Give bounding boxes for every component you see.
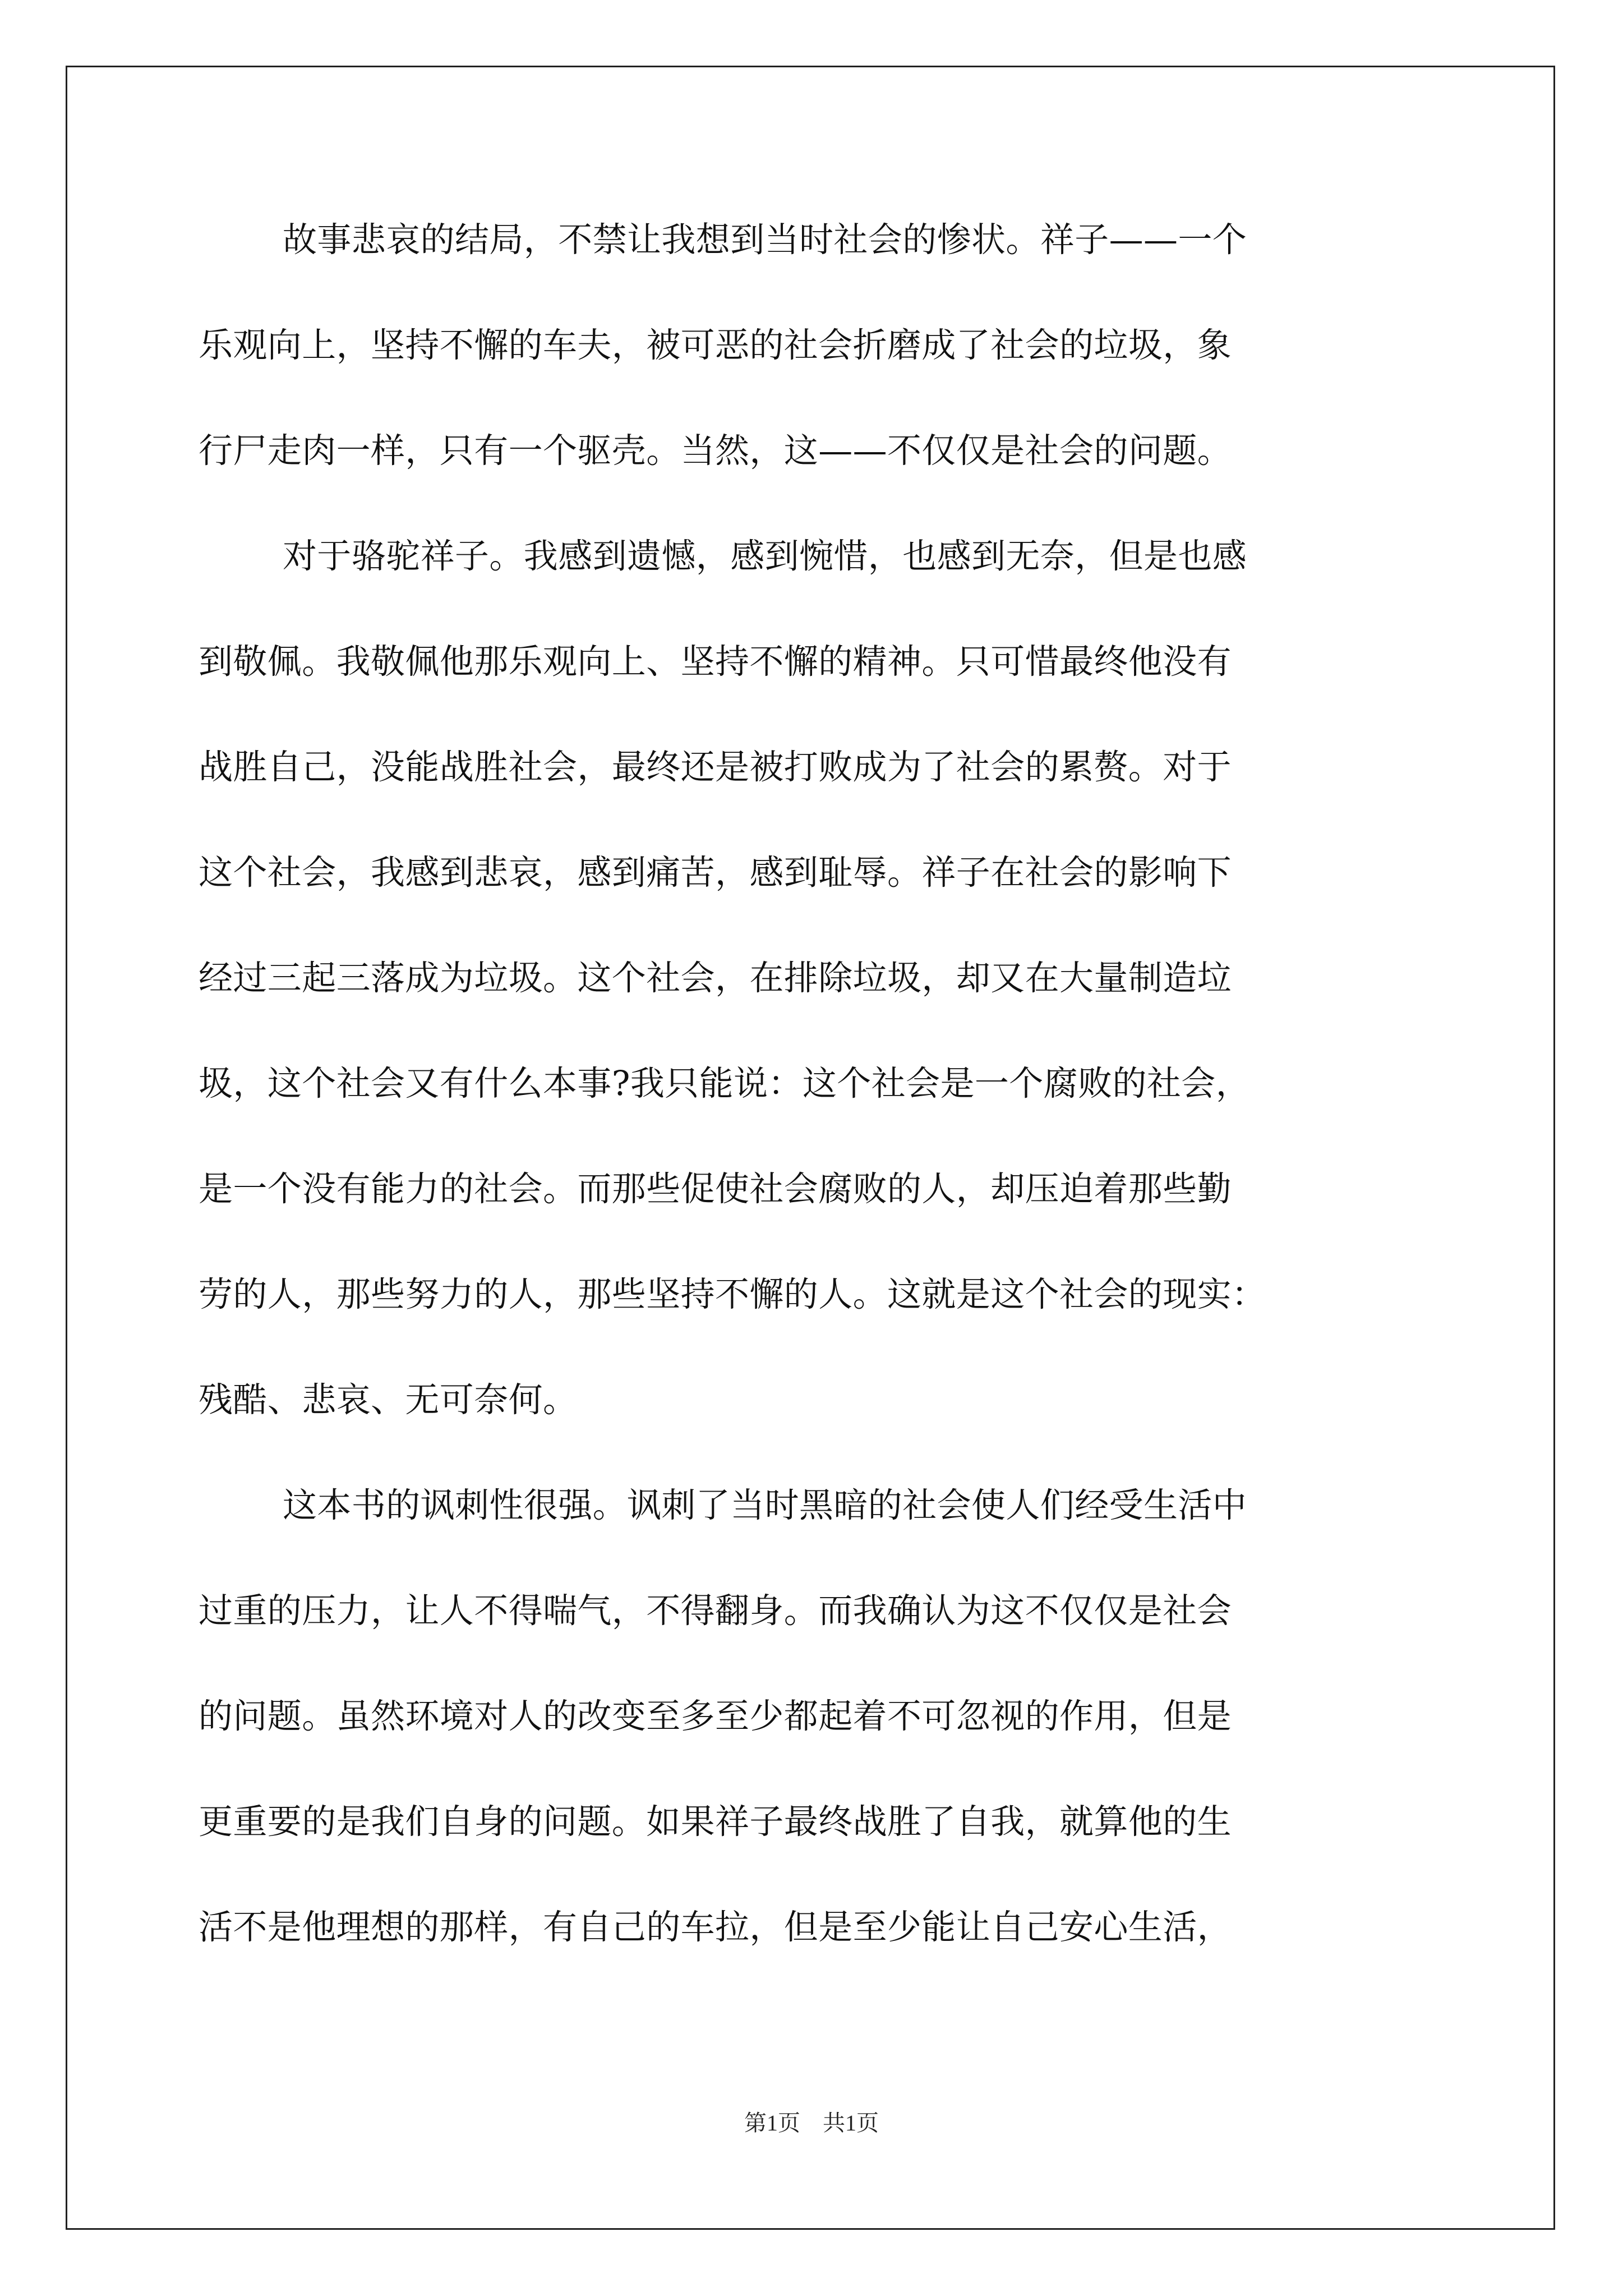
text-line: 这个社会，我感到悲哀，感到痛苦，感到耻辱。祥子在社会的影响下	[199, 853, 1232, 892]
text-line: 行尸走肉一样，只有一个驱壳。当然，这——不仅仅是社会的问题。	[199, 431, 1232, 471]
text-line: 这本书的讽刺性很强。讽刺了当时黑暗的社会使人们经受生活中	[283, 1485, 1247, 1525]
text-line: 故事悲哀的结局，不禁让我想到当时社会的惨状。祥子——一个	[283, 220, 1247, 260]
text-line: 对于骆驼祥子。我感到遗憾，感到惋惜，也感到无奈，但是也感	[283, 536, 1247, 576]
text-line: 更重要的是我们自身的问题。如果祥子最终战胜了自我，就算他的生	[199, 1802, 1232, 1842]
text-line: 残酷、悲哀、无可奈何。	[199, 1380, 578, 1420]
text-line: 活不是他理想的那样，有自己的车拉，但是至少能让自己安心生活，	[199, 1907, 1232, 1947]
text-line: 劳的人，那些努力的人，那些坚持不懈的人。这就是这个社会的现实：	[199, 1274, 1266, 1314]
text-line: 经过三起三落成为垃圾。这个社会，在排除垃圾，却又在大量制造垃	[199, 958, 1232, 998]
text-line: 战胜自己，没能战胜社会，最终还是被打败成为了社会的累赘。对于	[199, 747, 1232, 787]
text-line: 是一个没有能力的社会。而那些促使社会腐败的人，却压迫着那些勤	[199, 1169, 1232, 1209]
text-line: 乐观向上，坚持不懈的车夫，被可恶的社会折磨成了社会的垃圾，象	[199, 325, 1232, 365]
text-line: 过重的压力，让人不得喘气，不得翻身。而我确认为这不仅仅是社会	[199, 1591, 1232, 1631]
text-line: 的问题。虽然环境对人的改变至多至少都起着不可忽视的作用，但是	[199, 1696, 1232, 1736]
text-line: 圾，这个社会又有什么本事?我只能说：这个社会是一个腐败的社会，	[199, 1064, 1251, 1103]
page-number: 第1页 共1页	[744, 2110, 879, 2136]
text-line: 到敬佩。我敬佩他那乐观向上、坚持不懈的精神。只可惜最终他没有	[199, 642, 1232, 682]
